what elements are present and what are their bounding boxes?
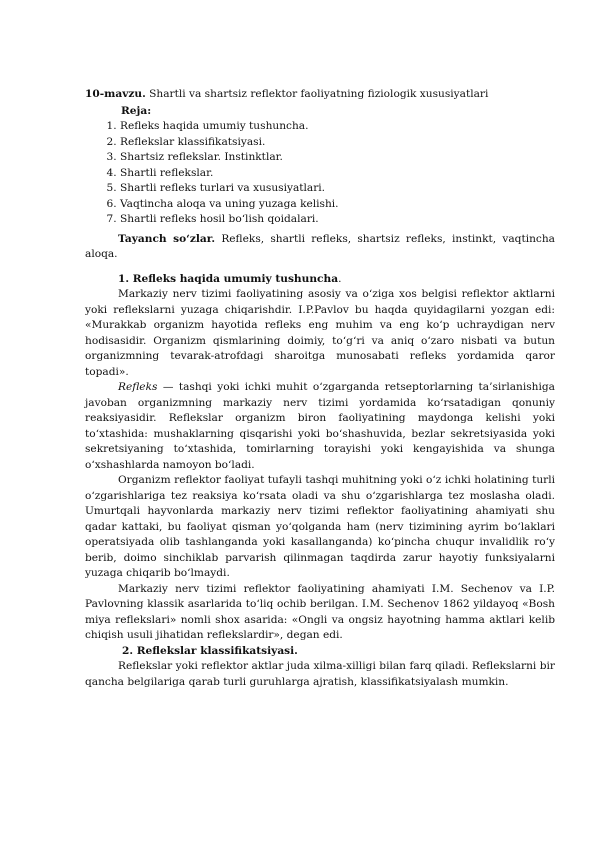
- plan-item: 5. Shartli refleks turlari va xususiyatlari.: [120, 181, 555, 197]
- plan-item: 6. Vaqtincha aloqa va uning yuzaga kelishi.: [120, 197, 555, 213]
- topic-title: [85, 87, 555, 103]
- plan-item: 3. Shartsiz reflekslar. Instinktlar.: [120, 150, 555, 166]
- section-1-paragraph: Organizm reflektor faoliyat tufayli tashqi muhitning yoki o‘z ichki holatining turli o‘zgarishlariga tez reaksiya ko‘rsata oladi va shu o‘zgarishlarga tez moslasha oladi. Umurtqali hayvonlarda markaziy nerv tizimi reflektor faoliyatining ahamiyati shu qadar kattaki, bu faoliyat qisman yo‘qolganda ham (nerv tizimining ayrim bo‘laklari operatsiyada olib tashlanganda yoki kasallanganda) ko‘pincha chuqur invalidlik ro‘y berib, doimo sinchiklab parvarish qilinmagan taqdirda zarur hayotiy funksiyalarni yuzaga chiqarib bo‘lmaydi.: [85, 474, 555, 579]
- plan-item: 7. Shartli refleks hosil bo‘lish qoidalari.: [120, 212, 555, 228]
- topic-number: 10-mavzu.: [85, 88, 146, 100]
- section-1-paragraph: Markaziy nerv tizimi reflektor faoliyatining ahamiyati I.M. Sechenov va I.P. Pavlovning klassik asarlarida to‘liq ochib berilgan. I.M. Sechenov 1862 yildayoq «Bosh miya reflekslari» nomli shox asarida: «Ongli va ongsiz hayotning hamma aktlari kelib chiqish usuli jihatidan reflekslardir», degan edi.: [85, 582, 555, 641]
- keywords-text: Refleks, shartli refleks, shartsiz refleks, instinkt, vaqtincha aloqa.: [85, 232, 555, 260]
- plan-item: 4. Shartli reflekslar.: [120, 166, 555, 182]
- section-1-heading: 1. Refleks haqida umumiy tushuncha.: [118, 272, 342, 285]
- plan-label: Reja:: [121, 104, 152, 117]
- section-2-heading: 2. Reflekslar klassifikatsiyasi.: [122, 644, 298, 657]
- section-2-paragraph: Reflekslar yoki reflektor aktlar juda xilma-xilligi bilan farq qiladi. Reflekslarni bir qancha belgilariga qarab turli guruhlarga ajratish, klassifikatsiyalash mumkin.: [85, 660, 555, 688]
- plan-item: 2. Reflekslar klassifikatsiyasi.: [120, 135, 555, 151]
- document-body: [85, 87, 555, 690]
- plan-item: 1. Refleks haqida umumiy tushuncha.: [120, 119, 555, 135]
- refleks-term: Refleks: [118, 381, 158, 393]
- topic-text: Shartli va shartsiz reflektor faoliyatning fiziologik xususiyatlari: [149, 88, 489, 100]
- section-1-paragraph: Refleks — tashqi yoki ichki muhit o‘zgarganda retseptorlarning ta’sirlanishiga javoban organizmning markaziy nerv tizimi yordamida ko‘rsatadigan qonuniy reaksiyasidir. Reflekslar organizm biron faoliyatining maydonga kelishi yoki to‘xtashida: mushaklarning qisqarishi yoki bo‘shashuvida, bezlar sekretsiyasida yoki sekretsiyaning to‘xtashida, tomirlarning torayishi yoki kengayishida va shunga o‘xshashlarda namoyon bo‘ladi.: [85, 381, 555, 471]
- keywords-paragraph: [85, 232, 555, 263]
- section-1-paragraph: Markaziy nerv tizimi faoliyatining asosiy va o‘ziga xos belgisi reflektor aktlarni yoki reflekslarni yuzaga chiqarishdir. I.P.Pavlov bu haqda quyidagilarni yozgan edi: «Murakkab organizm hayotida refleks eng muhim va eng ko‘p uchraydigan nerv hodisasidir. Organizm qismlarining doimiy, to‘g‘ri va aniq o‘zaro nisbati va butun organizmning tevarak-atrofdagi sharoitga munosabati refleks yordamida qaror topadi».: [85, 288, 555, 378]
- plan-list: [85, 119, 555, 228]
- keywords-label: Tayanch so‘zlar.: [118, 232, 216, 245]
